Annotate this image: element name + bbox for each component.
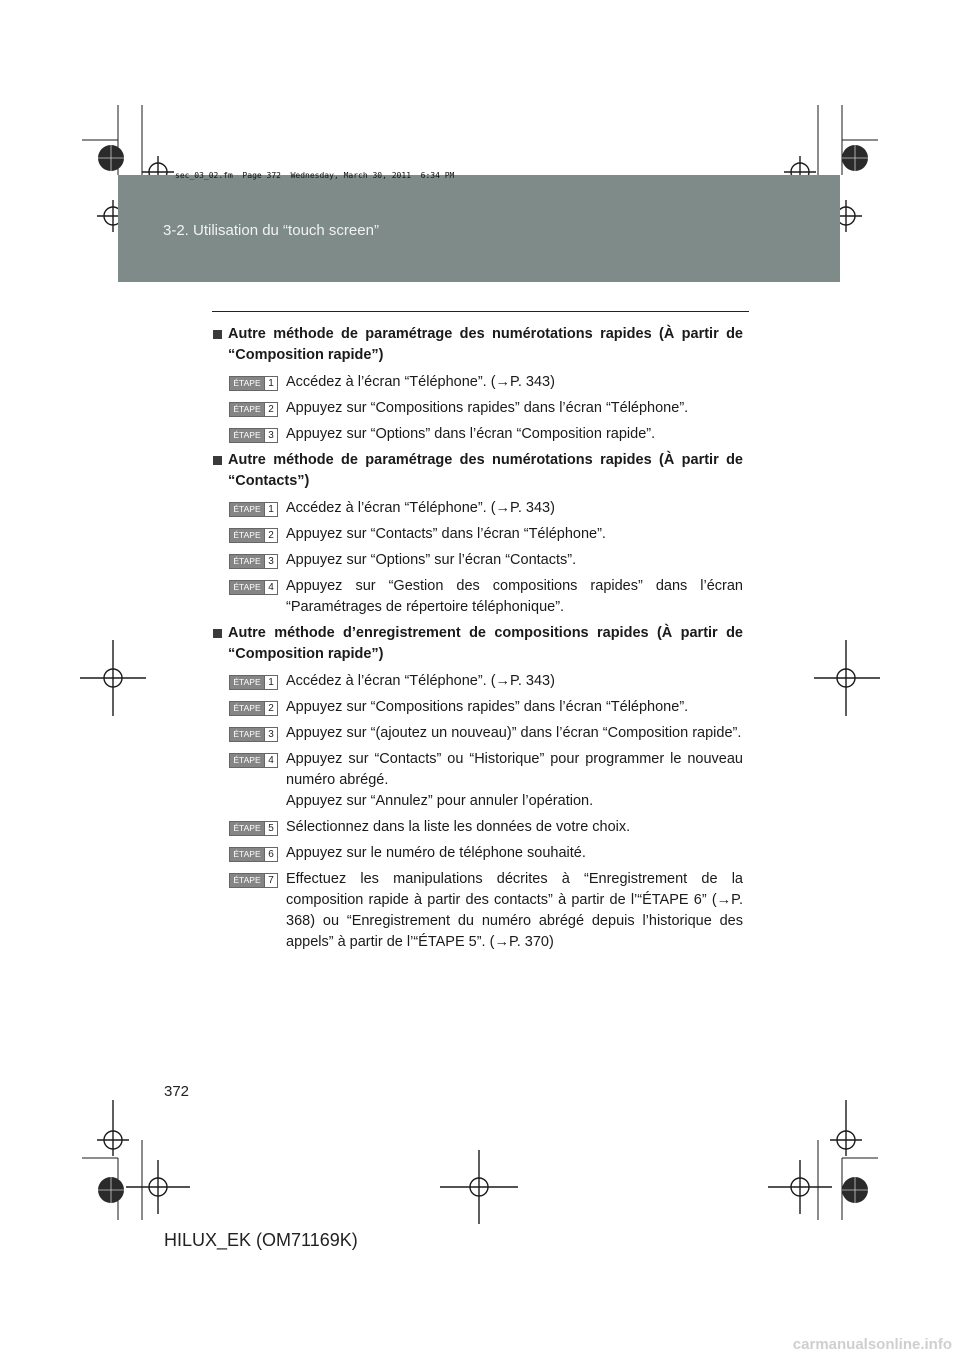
page-number: 372 xyxy=(164,1083,190,1100)
section-divider xyxy=(212,311,749,312)
procedure-step xyxy=(229,843,743,864)
step-badge-number: 4 xyxy=(264,754,277,767)
footer-model-code: HILUX_EK (OM71169K) xyxy=(164,1230,358,1250)
procedure-step xyxy=(229,524,743,545)
step-badge-number: 2 xyxy=(264,702,277,715)
step-badge-label: ÉTAPE xyxy=(230,822,264,835)
procedure-step xyxy=(229,817,743,838)
step-badge xyxy=(229,873,278,888)
step-text xyxy=(286,576,743,618)
step-text xyxy=(286,398,743,419)
step-badge-number: 5 xyxy=(264,822,277,835)
procedure-heading-text: Autre méthode d’enregistrement de compositions rapides (À partir de “Composition rapide”) xyxy=(228,625,743,662)
step-badge-number: 3 xyxy=(264,728,277,741)
step-text xyxy=(286,550,743,571)
step-text-line: Appuyez sur “Annulez” pour annuler l’opération. xyxy=(286,793,594,809)
step-badge-label: ÉTAPE xyxy=(230,676,264,689)
step-badge-label: ÉTAPE xyxy=(230,728,264,741)
step-text-line: Sélectionnez dans la liste les données de votre choix. xyxy=(286,819,631,835)
step-badge-label: ÉTAPE xyxy=(230,529,264,542)
step-badge xyxy=(229,376,278,391)
step-badge xyxy=(229,502,278,517)
square-bullet-icon xyxy=(213,330,222,339)
step-badge xyxy=(229,554,278,569)
procedure-heading xyxy=(212,623,743,665)
procedure-step xyxy=(229,869,743,953)
step-text-line: Accédez à l’écran “Téléphone”. (→P. 343) xyxy=(286,374,555,390)
step-badge xyxy=(229,428,278,443)
step-text xyxy=(286,424,743,445)
section-title: 3-2. Utilisation du “touch screen” xyxy=(163,222,379,239)
step-text xyxy=(286,671,743,692)
step-text xyxy=(286,749,743,812)
procedure-step xyxy=(229,550,743,571)
instructions-body xyxy=(212,324,743,958)
step-text-line: Appuyez sur “Gestion des compositions rapides” dans l’écran “Paramétrages de répertoire téléphonique”. xyxy=(286,578,743,615)
step-text-line: Appuyez sur “Options” dans l’écran “Composition rapide”. xyxy=(286,426,656,442)
step-badge xyxy=(229,402,278,417)
step-badge-number: 1 xyxy=(264,676,277,689)
step-text-line: Appuyez sur “Options” sur l’écran “Contacts”. xyxy=(286,552,577,568)
procedure-heading xyxy=(212,324,743,366)
step-text xyxy=(286,524,743,545)
step-text-line: Appuyez sur “Contacts” ou “Historique” pour programmer le nouveau numéro abrégé. xyxy=(286,751,743,788)
step-badge xyxy=(229,675,278,690)
step-badge-number: 1 xyxy=(264,503,277,516)
step-badge-number: 2 xyxy=(264,403,277,416)
procedure-step xyxy=(229,723,743,744)
step-badge-number: 3 xyxy=(264,429,277,442)
step-badge-label: ÉTAPE xyxy=(230,503,264,516)
procedure-heading-text: Autre méthode de paramétrage des numérotations rapides (À partir de “Composition rapide”) xyxy=(228,326,743,363)
step-text xyxy=(286,697,743,718)
step-text xyxy=(286,869,743,953)
step-badge-label: ÉTAPE xyxy=(230,702,264,715)
step-text-line: Appuyez sur “(ajoutez un nouveau)” dans l’écran “Composition rapide”. xyxy=(286,725,742,741)
step-text-line: Effectuez les manipulations décrites à “Enregistrement de la composition rapide à partir des contacts” à partir de l’“ÉTAPE 6” (→P. 368) ou “Enregistrement du numéro abrégé depuis l’historique des appels” à partir de l’“ÉTAPE 5”. (→P. 370) xyxy=(286,871,743,950)
step-text-line: Accédez à l’écran “Téléphone”. (→P. 343) xyxy=(286,500,555,516)
step-badge-label: ÉTAPE xyxy=(230,403,264,416)
step-badge-label: ÉTAPE xyxy=(230,874,264,887)
step-badge-label: ÉTAPE xyxy=(230,754,264,767)
step-text xyxy=(286,843,743,864)
step-badge xyxy=(229,753,278,768)
step-badge-label: ÉTAPE xyxy=(230,555,264,568)
step-badge-number: 2 xyxy=(264,529,277,542)
step-badge xyxy=(229,580,278,595)
watermark: carmanualsonline.info xyxy=(792,1336,952,1353)
procedure-heading-text: Autre méthode de paramétrage des numérotations rapides (À partir de “Contacts”) xyxy=(228,452,743,489)
step-text xyxy=(286,817,743,838)
procedure-step xyxy=(229,697,743,718)
procedure-step xyxy=(229,372,743,393)
step-badge-label: ÉTAPE xyxy=(230,377,264,390)
step-text-line: Appuyez sur “Compositions rapides” dans l’écran “Téléphone”. xyxy=(286,400,689,416)
step-text-line: Appuyez sur le numéro de téléphone souhaité. xyxy=(286,845,586,861)
step-text-line: Accédez à l’écran “Téléphone”. (→P. 343) xyxy=(286,673,555,689)
step-text xyxy=(286,723,743,744)
procedure-step xyxy=(229,749,743,812)
step-badge-label: ÉTAPE xyxy=(230,581,264,594)
step-badge xyxy=(229,701,278,716)
step-badge xyxy=(229,847,278,862)
step-badge-number: 3 xyxy=(264,555,277,568)
procedure-step xyxy=(229,424,743,445)
step-text xyxy=(286,372,743,393)
procedure-step xyxy=(229,576,743,618)
step-badge-label: ÉTAPE xyxy=(230,848,264,861)
procedure-step xyxy=(229,671,743,692)
step-badge-number: 6 xyxy=(264,848,277,861)
step-text-line: Appuyez sur “Compositions rapides” dans l’écran “Téléphone”. xyxy=(286,699,689,715)
step-badge xyxy=(229,727,278,742)
procedure-step xyxy=(229,398,743,419)
square-bullet-icon xyxy=(213,456,222,465)
step-badge xyxy=(229,528,278,543)
step-text-line: Appuyez sur “Contacts” dans l’écran “Téléphone”. xyxy=(286,526,606,542)
procedure-heading xyxy=(212,450,743,492)
procedure-step xyxy=(229,498,743,519)
square-bullet-icon xyxy=(213,629,222,638)
step-badge xyxy=(229,821,278,836)
step-badge-number: 7 xyxy=(264,874,277,887)
step-text xyxy=(286,498,743,519)
print-file-info: sec_03_02.fm Page 372 Wednesday, March 30, 2011 6:34 PM xyxy=(175,171,455,180)
step-badge-label: ÉTAPE xyxy=(230,429,264,442)
step-badge-number: 1 xyxy=(264,377,277,390)
step-badge-number: 4 xyxy=(264,581,277,594)
